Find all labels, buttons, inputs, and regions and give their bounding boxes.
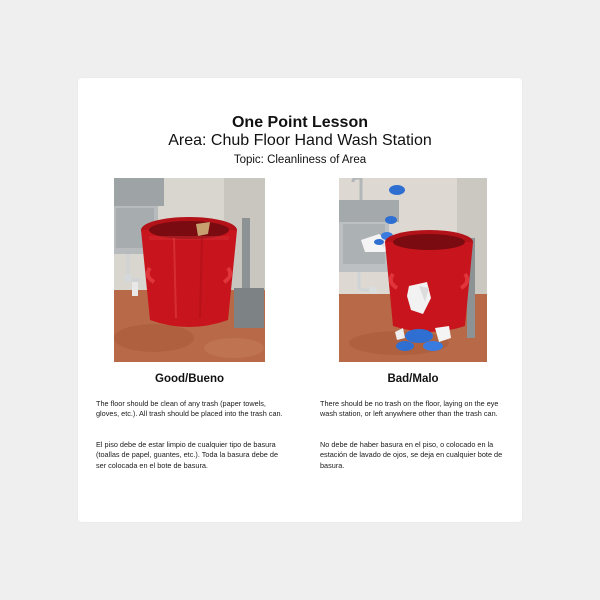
good-text-english: The floor should be clean of any trash (paper towels, gloves, etc.). All trash should be placed into the trash can.	[96, 399, 283, 419]
bad-caption: Bad/Malo	[387, 373, 439, 385]
good-photo	[114, 178, 265, 362]
topic-label: Topic: Cleanliness of Area	[233, 154, 367, 166]
area-subtitle: Area: Chub Floor Hand Wash Station	[168, 132, 432, 149]
bad-photo	[339, 178, 487, 362]
bad-text-spanish: No debe de haber basura en el piso, o colocado en la estación de lavado de ojos, se deja en cualquier bote de basura.	[320, 440, 503, 470]
good-caption: Good/Bueno	[155, 373, 224, 385]
page-title: One Point Lesson	[231, 114, 368, 131]
bad-text-english: There should be no trash on the floor, laying on the eye wash station, or left anywhere other than the trash can.	[320, 399, 499, 419]
good-text-spanish: El piso debe de estar limpio de cualquier tipo de basura (toallas de papel, guantes, etc.). Toda la basura debe de ser colocada en el bote de basura.	[96, 440, 279, 470]
lesson-card	[78, 78, 522, 522]
